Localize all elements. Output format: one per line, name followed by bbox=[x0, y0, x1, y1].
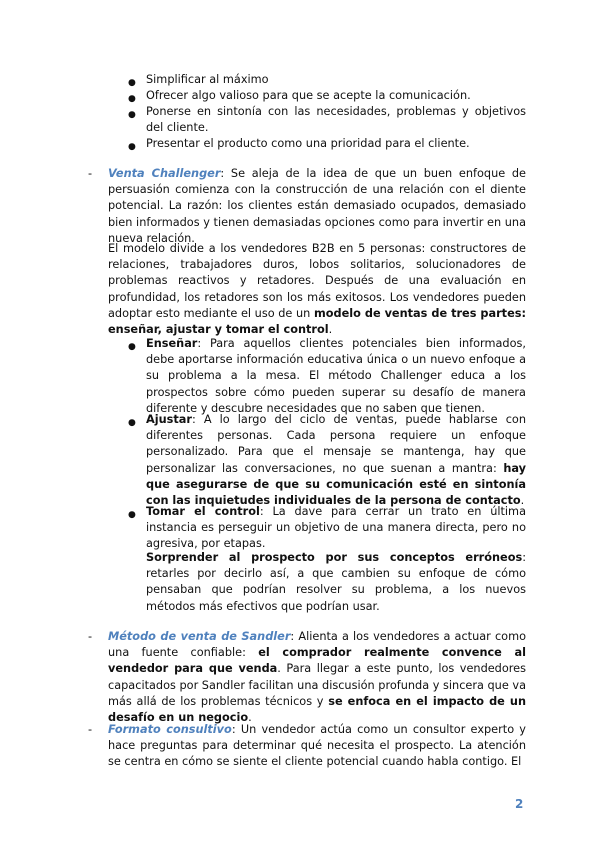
consultivo-paragraph bbox=[108, 722, 526, 771]
tomar-text: : La dave para cerrar un trato en última instancia es perseguir un objetivo de una manera directa, pero no agresiva, por etapas. bbox=[146, 505, 526, 551]
consultivo-heading: Formato consultivo bbox=[108, 723, 232, 736]
list-dash: - bbox=[88, 167, 93, 180]
challenger-heading: Venta Challenger bbox=[108, 167, 221, 180]
tomar-title: Tomar el control bbox=[146, 505, 260, 518]
bullet-icon: ● bbox=[128, 510, 136, 520]
challenger-intro bbox=[108, 166, 526, 247]
sorprender-paragraph bbox=[146, 550, 526, 615]
bullet-icon: ● bbox=[128, 142, 136, 152]
bullet-icon: ● bbox=[128, 78, 136, 88]
ajustar-title: Ajustar bbox=[146, 413, 192, 426]
challenger-model-end: . bbox=[328, 323, 333, 337]
intro-bullet-3: Ponerse en sintonía con las necesidades, problemas y objetivos del cliente. bbox=[146, 105, 526, 135]
challenger-model-paragraph bbox=[108, 241, 526, 338]
page-number: 2 bbox=[515, 797, 524, 811]
bullet-icon: ● bbox=[128, 110, 136, 120]
sandler-text-1: : Alienta a los vendedores a actuar como una fuente confiable: bbox=[108, 630, 526, 660]
ajustar-bold: hay que asegurarse de que su comunicación esté en sintonía con las inquietudes individuales de la persona de contacto bbox=[146, 461, 526, 508]
bullet-icon: ● bbox=[128, 94, 136, 104]
sorprender-bold: Sorprender al prospecto por sus conceptos erróneos bbox=[146, 551, 523, 564]
intro-bullet-4: Presentar el producto como una prioridad para el cliente. bbox=[146, 137, 470, 150]
sandler-bold-2: se enfoca en el impacto de un desafío en un negocio bbox=[108, 694, 526, 725]
sandler-text-3: . bbox=[248, 711, 252, 725]
list-dash: - bbox=[88, 630, 93, 643]
sandler-paragraph bbox=[108, 629, 526, 726]
intro-bullet-2: Ofrecer algo valioso para que se acepte la comunicación. bbox=[146, 89, 471, 102]
ajustar-end: . bbox=[520, 494, 525, 508]
sandler-bold-1: el comprador realmente convence al vendedor para que venda bbox=[108, 646, 527, 676]
ensenar-text: : Para aquellos clientes potenciales bien informados, debe aportarse información educativa única o un nuevo enfoque a su problema a la mesa. El método Challenger educa a los prospectos sobre cómo pueden superar su desafío de manera diferente y descubre necesidades que no saben que tienen. bbox=[146, 337, 526, 415]
bullet-icon: ● bbox=[128, 418, 136, 428]
challenger-model-bold: modelo de ventas de tres partes: enseñar, ajustar y tomar el control bbox=[108, 306, 526, 337]
ensenar-title: Enseñar bbox=[146, 337, 198, 350]
tomar-item bbox=[146, 504, 526, 553]
sandler-text-2: . Para llegar a este punto, los vendedores capacitados por Sandler facilitan una discusión profunda y sincera que va más allá de los problemas técnicos y bbox=[108, 662, 526, 708]
consultivo-text: : Un vendedor actúa como un consultor experto y hace preguntas para determinar qué necesita el prospecto. La atención se centra en cómo se siente el cliente potencial cuando habla contigo. El bbox=[108, 723, 526, 769]
sandler-heading: Método de venta de Sandler bbox=[108, 630, 291, 643]
list-dash: - bbox=[88, 723, 93, 736]
ajustar-item bbox=[146, 412, 526, 509]
bullet-icon: ● bbox=[128, 342, 136, 352]
challenger-intro-text: : Se aleja de la idea de que un buen enfoque de persuasión comienza con la construcción de una relación con el diente potencial. La razón: los clientes están demasiado ocupados, demasiado bien informados y tienen demasiadas opciones como para invertir en una nueva relación. bbox=[108, 167, 526, 245]
ajustar-text: : A lo largo del ciclo de ventas, puede hablarse con diferentes personas. Cada persona requiere un enfoque personalizado. Para que el mensaje se mantenga, hay que personalizar las conversaciones, no que suenan a mantra: bbox=[146, 413, 526, 475]
intro-bullet-1: Simplificar al máximo bbox=[146, 73, 269, 86]
challenger-model-text: El modelo divide a los vendedores B2B en 5 personas: constructores de relaciones, trabajadores duros, lobos solitarios, solucionadores de problemas reactivos y retadores. Después de una evaluación en profundidad, los retadores son los más exitosos. Los vendedores pueden adoptar esto mediante el uso de un bbox=[108, 242, 526, 320]
sorprender-text: : retarles por decirlo así, a que cambien su enfoque de cómo pensaban que podrían resolver su problema, a los nuevos métodos más efectivos que podrían usar. bbox=[146, 551, 526, 613]
ensenar-item bbox=[146, 336, 526, 417]
